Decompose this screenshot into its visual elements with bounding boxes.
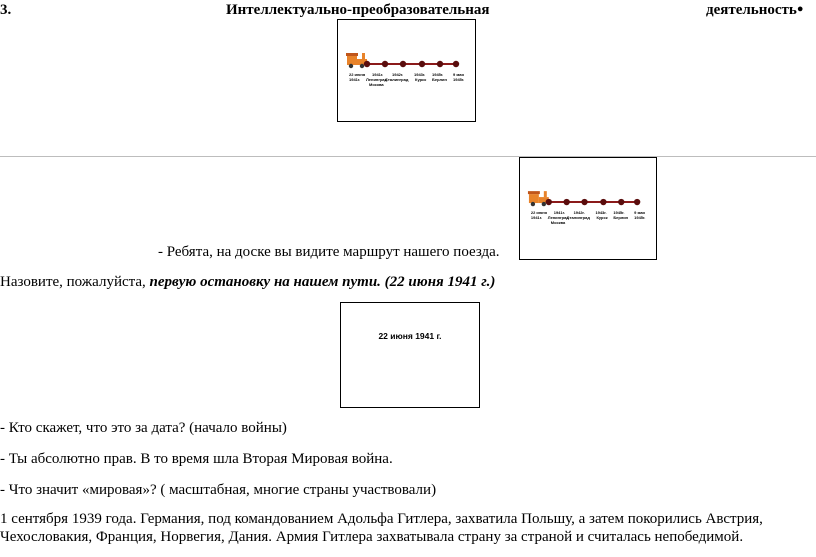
route-diagram-middle bbox=[520, 158, 656, 259]
section-title-end-text: деятельность bbox=[706, 2, 797, 18]
stop-label: 9 мая bbox=[634, 209, 645, 215]
stop-label: 1943г. bbox=[414, 72, 426, 77]
stop-label: 1943г. bbox=[595, 209, 607, 215]
stop-label: Берлин bbox=[432, 77, 447, 82]
stop-label: 22 июня bbox=[530, 209, 547, 215]
text-line-2-prefix: Назовите, пожалуйста, bbox=[0, 274, 150, 290]
stop-label: Сталинград bbox=[385, 77, 409, 82]
text-line-2 bbox=[0, 274, 495, 291]
route-stop bbox=[382, 61, 388, 67]
stop-label: Сталинград bbox=[566, 214, 590, 220]
divider bbox=[0, 156, 816, 157]
route-stop bbox=[563, 199, 569, 205]
text-line-7: Чехословакия, Франция, Норвегия, Дания. Армия Гитлера захватывала страну за страной и считалась непобедимой. bbox=[0, 529, 744, 545]
stop-label: 1941г. bbox=[530, 214, 543, 220]
stop-label: Москва bbox=[550, 219, 566, 225]
stop-label: 1942г. bbox=[392, 72, 404, 77]
stop-label: 9 мая bbox=[453, 72, 464, 77]
text-line-6: 1 сентября 1939 года. Германия, под командованием Адольфа Гитлера, захватила Польшу, а затем покорились Австрия, bbox=[0, 511, 763, 527]
stop-label: Ленинград bbox=[366, 77, 388, 82]
stop-label: Берлин bbox=[613, 214, 629, 220]
route-stop bbox=[600, 199, 606, 205]
stop-label: Москва bbox=[369, 82, 384, 87]
text-line-4: - Ты абсолютно прав. В то время шла Вторая Мировая война. bbox=[0, 451, 393, 467]
stop-label: 1942г. bbox=[573, 209, 585, 215]
stop-label: Ленинград bbox=[547, 214, 569, 220]
date-slide-label: 22 июня 1941 г. bbox=[378, 331, 442, 341]
route-stop bbox=[634, 199, 640, 205]
text-line-2-emphasis: первую остановку на нашем пути. (22 июня 1941 г.) bbox=[149, 274, 496, 290]
route-stop bbox=[419, 61, 425, 67]
route-stop bbox=[581, 199, 587, 205]
stop-label: 1941г. bbox=[349, 77, 361, 82]
stop-label: Курск bbox=[596, 214, 608, 220]
stop-label: Курск bbox=[415, 77, 427, 82]
route-stop bbox=[364, 61, 370, 67]
date-slide bbox=[340, 302, 480, 408]
bullet-icon: ● bbox=[796, 3, 804, 15]
section-number: 3. bbox=[0, 2, 12, 18]
stop-label: 1941г. bbox=[372, 72, 384, 77]
route-stop bbox=[437, 61, 443, 67]
section-title: Интеллектуально-преобразовательная bbox=[226, 2, 490, 18]
stop-label: 22 июня bbox=[349, 72, 366, 77]
section-title-end bbox=[706, 2, 804, 19]
text-line-3: - Кто скажет, что это за дата? (начало войны) bbox=[0, 420, 287, 436]
route-stop bbox=[453, 61, 459, 67]
route-stop bbox=[546, 199, 552, 205]
train-icon bbox=[528, 191, 549, 206]
text-line-5: - Что значит «мировая»? ( масштабная, многие страны участвовали) bbox=[0, 482, 437, 498]
route-slide-middle bbox=[519, 157, 657, 260]
text-line-1: - Ребята, на доске вы видите маршрут нашего поезда. bbox=[158, 244, 500, 260]
stop-label: 1945г. bbox=[634, 214, 646, 220]
route-diagram-top bbox=[338, 20, 475, 121]
route-stop bbox=[618, 199, 624, 205]
route-stop bbox=[400, 61, 406, 67]
route-slide-top bbox=[337, 19, 476, 122]
stop-label: 1945г. bbox=[613, 209, 625, 215]
stop-label: 1945г. bbox=[432, 72, 444, 77]
train-icon bbox=[346, 53, 367, 68]
stop-label: 1945г. bbox=[453, 77, 465, 82]
stop-label: 1941г. bbox=[553, 209, 565, 215]
